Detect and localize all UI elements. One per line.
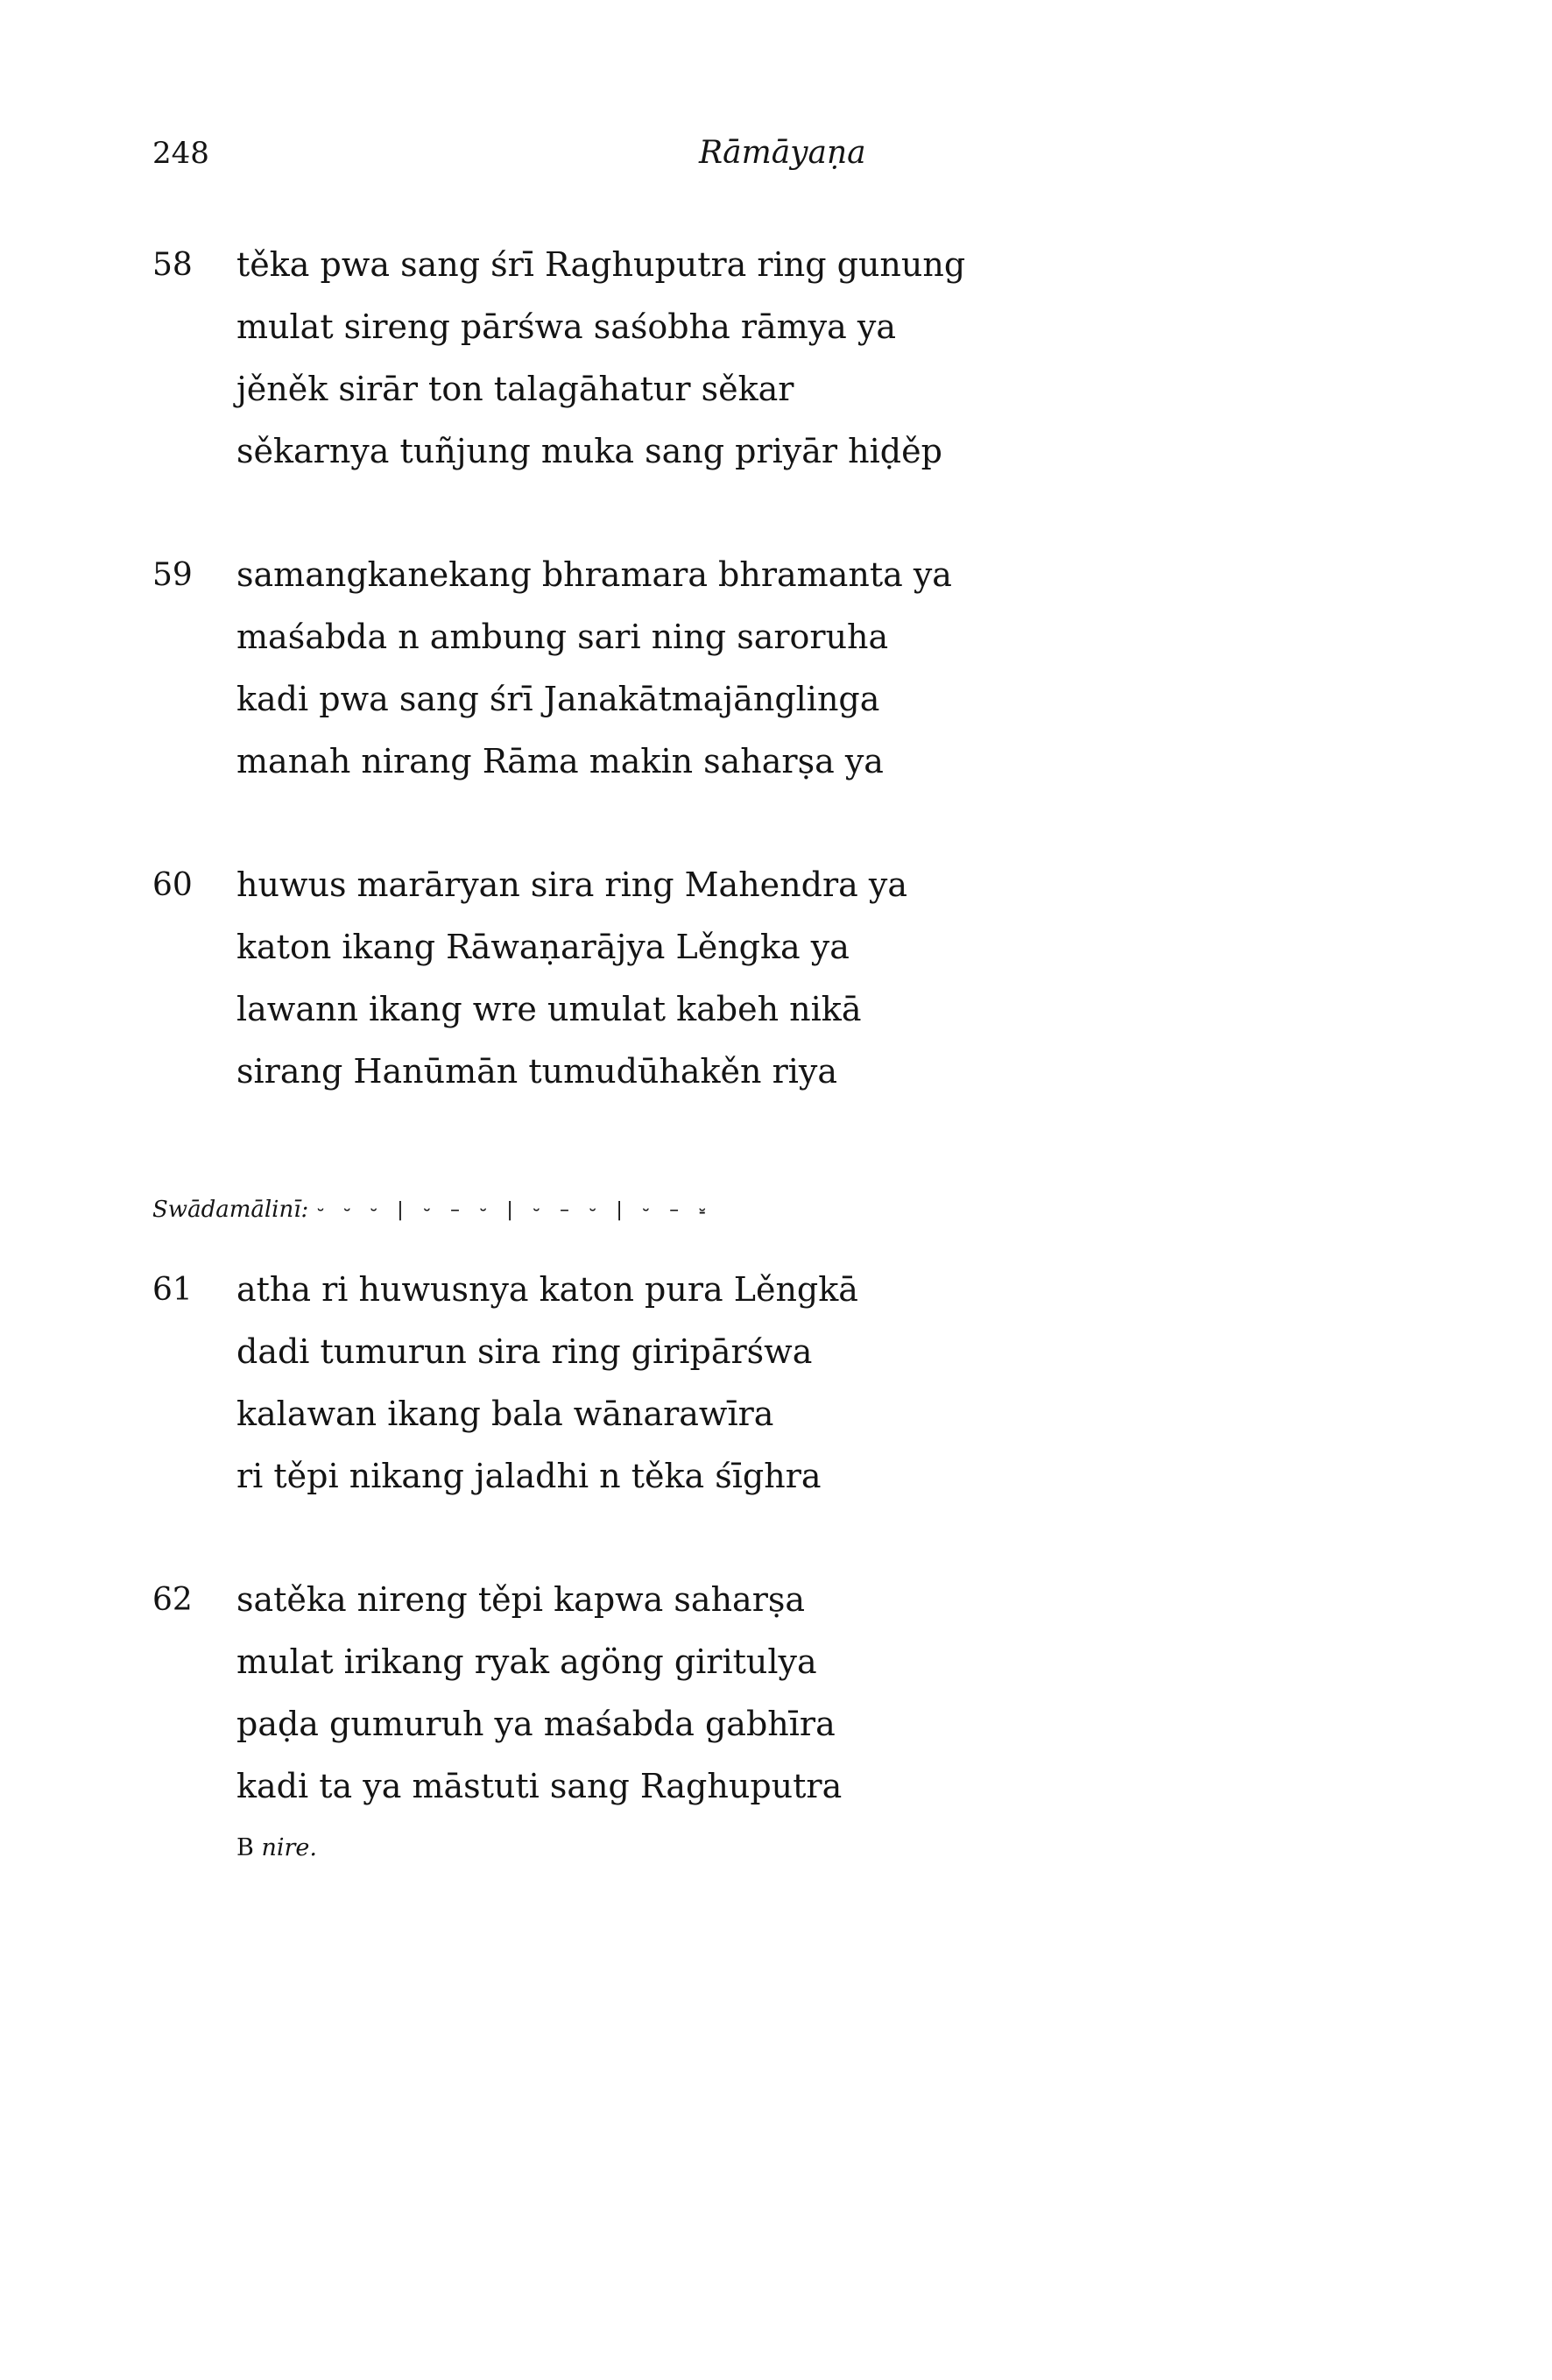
footnote-siglum: B — [236, 1834, 254, 1861]
verse-lines — [236, 1259, 1025, 1508]
running-title: Rāmāyaṇa — [699, 135, 866, 171]
verse-line: manah nirang Rāma makin saharṣa ya — [236, 742, 884, 780]
verse-line: kadi pwa sang śrī Janakātmajānglinga — [236, 680, 880, 718]
verse-line: sěkarnya tuñjung muka sang priyār hiḍěp — [236, 432, 942, 470]
verse-line: paḍa gumuruh ya maśabda gabhīra — [236, 1705, 836, 1743]
verse-line: samangkanekang bhramara bhramanta ya — [236, 555, 952, 594]
verse-line: sirang Hanūmān tumudūhakěn riya — [236, 1052, 838, 1091]
footnote — [236, 1831, 317, 1866]
verse-line: ri těpi nikang jaladhi n těka śīghra — [236, 1457, 822, 1495]
verse-line: satěka nireng těpi kapwa saharṣa — [236, 1580, 806, 1619]
verse-line: huwus marāryan sira ring Mahendra ya — [236, 865, 907, 904]
verse-lines — [236, 234, 1025, 483]
meter-name: Swādamālinī: — [152, 1197, 309, 1223]
footnote-reading: nire. — [261, 1834, 317, 1861]
verse-line: mulat irikang ryak agöng giritulya — [236, 1642, 817, 1681]
verse-line: lawann ikang wre umulat kabeh nikā — [236, 990, 862, 1028]
verse-line: těka pwa sang śrī Raghuputra ring gunung — [236, 245, 966, 284]
verse-line: katon ikang Rāwaṇarājya Lěngka ya — [236, 928, 850, 966]
verse-line: kalawan ikang bala wānarawīra — [236, 1395, 774, 1433]
verse-line: dadi tumurun sira ring giripārśwa — [236, 1332, 813, 1371]
verse-line: kadi ta ya māstuti sang Raghuputra — [236, 1767, 843, 1805]
page-number: 248 — [152, 136, 209, 171]
verse-line: maśabda n ambung sari ning saroruha — [236, 618, 889, 656]
verse-line: jěněk sirār ton talagāhatur sěkar — [236, 370, 794, 408]
verse-line: mulat sireng pārśwa saśobha rāmya ya — [236, 307, 897, 346]
verse-number: 58 — [152, 247, 193, 283]
verse-lines — [236, 1569, 1025, 1818]
verse-number: 59 — [152, 557, 193, 593]
verse-number: 60 — [152, 867, 193, 903]
page-header — [152, 131, 866, 175]
verse-lines — [236, 854, 1025, 1103]
meter-heading — [152, 1188, 712, 1232]
verse-number: 62 — [152, 1582, 193, 1618]
meter-pattern: ⏑ ⏑ ⏑ | ⏑ – ⏑ | ⏑ – ⏑ | ⏑ – ⏓ — [317, 1198, 713, 1221]
verse-lines — [236, 544, 1025, 793]
verse-line: atha ri huwusnya katon pura Lěngkā — [236, 1270, 858, 1309]
verse-number: 61 — [152, 1272, 193, 1308]
